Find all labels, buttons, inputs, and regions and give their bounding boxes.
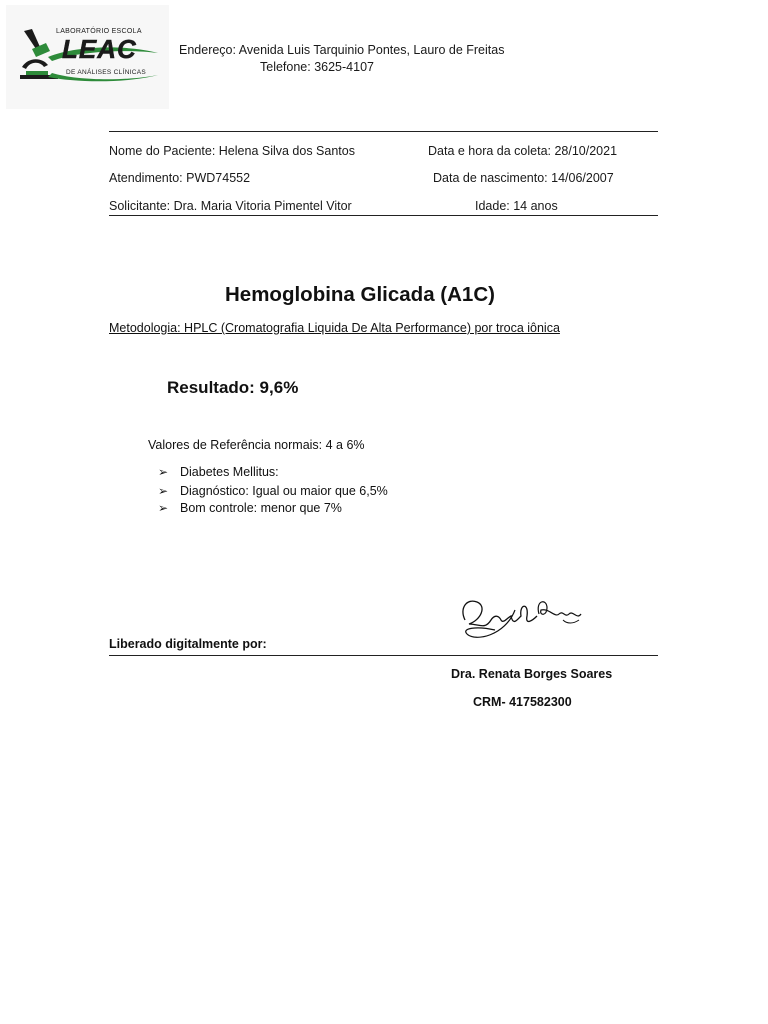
- exam-title: Hemoglobina Glicada (A1C): [225, 283, 495, 306]
- logo-brand: LEAC: [62, 34, 137, 64]
- list-item-text: Diagnóstico: Igual ou maior que 6,5%: [180, 484, 388, 498]
- exam-methodology: Metodologia: HPLC (Cromatografia Liquida De Alta Performance) por troca iônica: [109, 321, 560, 335]
- patient-age: Idade: 14 anos: [475, 199, 558, 213]
- exam-result: Resultado: 9,6%: [167, 378, 299, 397]
- lab-logo: [6, 5, 169, 109]
- patient-name: Nome do Paciente: Helena Silva dos Santos: [109, 144, 355, 158]
- arrowhead-bullet-icon: ➢: [158, 465, 169, 479]
- divider-top: [109, 131, 658, 132]
- lab-address: Endereço: Avenida Luis Tarquinio Pontes, Lauro de Freitas: [179, 43, 505, 57]
- list-item: [158, 484, 388, 498]
- reference-values: Valores de Referência normais: 4 a 6%: [148, 438, 365, 452]
- attendance-id: Atendimento: PWD74552: [109, 171, 251, 185]
- list-item-text: Bom controle: menor que 7%: [180, 501, 342, 515]
- arrowhead-bullet-icon: ➢: [158, 501, 169, 515]
- requesting-doctor: Solicitante: Dra. Maria Vitoria Pimentel Vitor: [109, 199, 352, 213]
- signer-name: Dra. Renata Borges Soares: [451, 667, 613, 681]
- signature-line: [109, 655, 658, 656]
- signer-crm: CRM- 417582300: [473, 695, 572, 709]
- logo-line-top: LABORATÓRIO ESCOLA: [56, 28, 142, 35]
- released-by-label: Liberado digitalmente por:: [109, 637, 267, 651]
- list-item: [158, 465, 279, 479]
- lab-phone: Telefone: 3625-4107: [260, 60, 374, 74]
- handwritten-signature: [455, 590, 590, 645]
- arrowhead-bullet-icon: ➢: [158, 484, 169, 498]
- birth-date: Data de nascimento: 14/06/2007: [433, 171, 614, 185]
- list-item-text: Diabetes Mellitus:: [180, 465, 279, 479]
- collection-date: Data e hora da coleta: 28/10/2021: [428, 144, 618, 158]
- list-item: [158, 501, 342, 515]
- divider-bottom: [109, 215, 658, 216]
- logo-line-bottom: DE ANÁLISES CLÍNICAS: [66, 69, 147, 76]
